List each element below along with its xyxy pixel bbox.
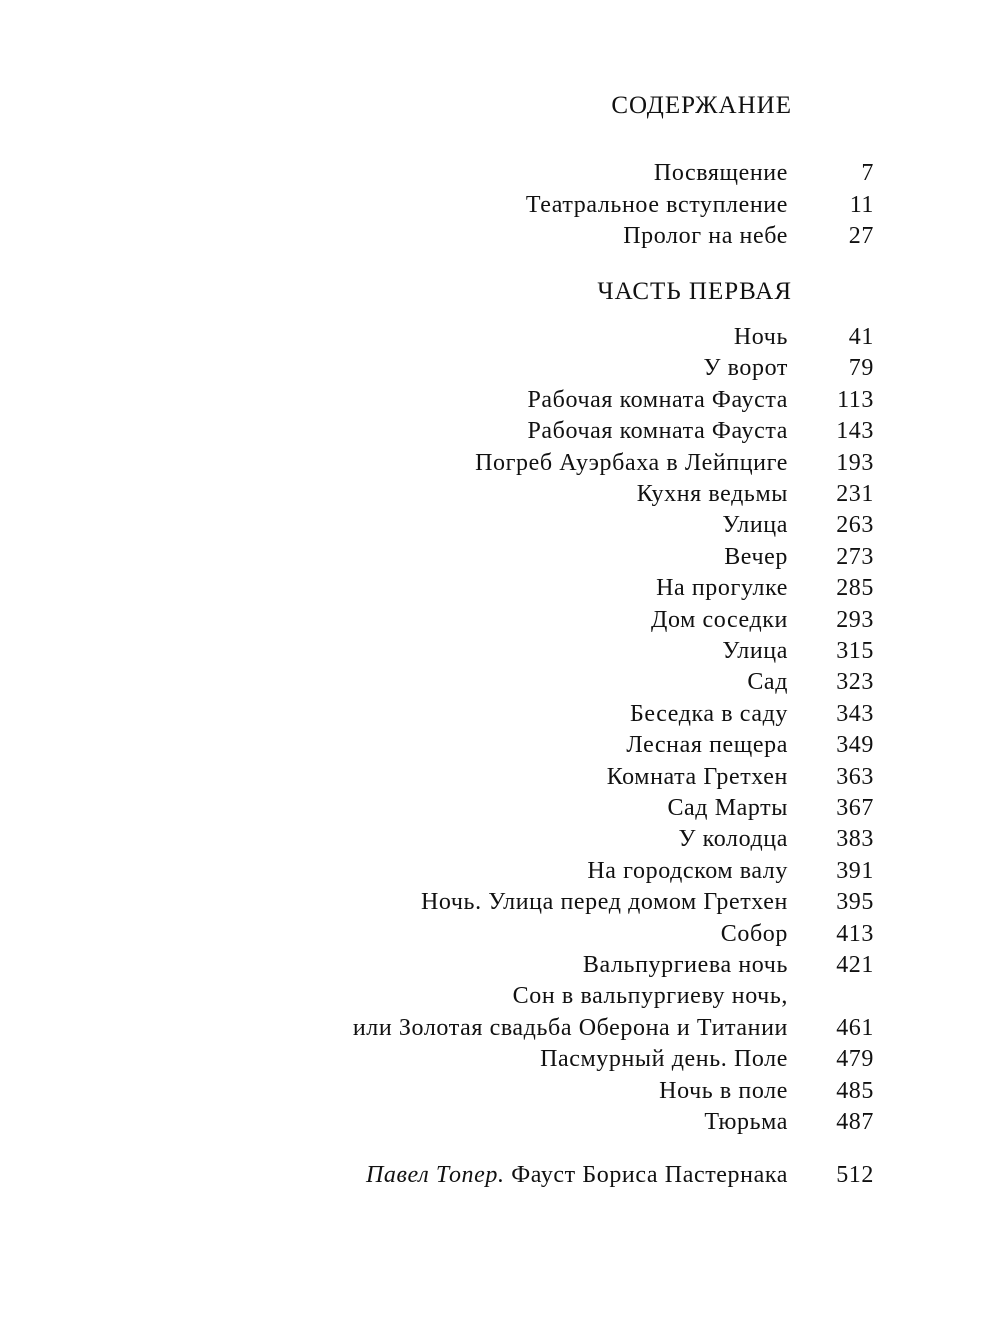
- toc-entry: [0, 353, 1000, 384]
- toc-entry-title: Погреб Ауэрбаха в Лейпциге: [475, 449, 788, 476]
- toc-entry-page-number: 79: [848, 355, 874, 382]
- toc-entry: [0, 667, 1000, 698]
- toc-entry-title: На городском валу: [587, 857, 788, 884]
- toc-entry-title: Рабочая комната Фауста: [527, 418, 788, 445]
- toc-entry-title: На прогулке: [656, 575, 788, 602]
- toc-entry-title: Сад Марты: [667, 795, 788, 821]
- toc-entry-title: Вечер: [724, 543, 788, 570]
- toc-entry-title: Тюрьма: [704, 1109, 788, 1135]
- toc-entry-page-number: 479: [836, 1046, 874, 1073]
- toc-entry: [0, 793, 1000, 824]
- toc-entry-title: Пролог на небе: [623, 223, 788, 249]
- toc-entry-page-number: 395: [836, 889, 874, 916]
- toc-entry-page-number: 285: [836, 575, 874, 602]
- toc-entry-page-number: 363: [836, 763, 874, 790]
- toc-entry: [0, 950, 1000, 981]
- toc-entry: [0, 1044, 1000, 1075]
- toc-entry-page-number: 193: [836, 449, 874, 476]
- toc-entry-title: Пасмурный день. Поле: [540, 1046, 788, 1073]
- toc-entry-page-number: 11: [849, 191, 874, 218]
- afterword-title: [366, 1160, 788, 1191]
- toc-entry-page-number: 143: [836, 418, 874, 445]
- toc-entry-title: Рабочая комната Фауста: [527, 386, 788, 413]
- toc-entry-page-number: 343: [836, 700, 874, 727]
- toc-entry: [0, 636, 1000, 667]
- toc-entry-page-number: 421: [836, 952, 874, 978]
- afterword-entry: [0, 1160, 1000, 1191]
- toc-entry-page-number: 293: [836, 606, 874, 633]
- toc-entry-title: Улица: [722, 638, 788, 664]
- toc-entry-title: Собор: [720, 920, 788, 947]
- toc-entry-page-number: 263: [836, 512, 874, 539]
- toc-entry: [0, 981, 1000, 1012]
- toc-entry-title: Театральное вступление: [525, 191, 788, 218]
- toc-entry-page-number: 7: [861, 160, 874, 186]
- toc-entry-title: Сон в вальпургиеву ночь,: [512, 983, 788, 1010]
- toc-entry: [0, 158, 1000, 189]
- toc-entry-page-number: 367: [836, 795, 874, 821]
- toc-entry-page-number: 231: [836, 481, 874, 507]
- toc-entry: [0, 1076, 1000, 1107]
- toc-entry: [0, 605, 1000, 636]
- toc-entry: [0, 699, 1000, 730]
- toc-entry-page-number: 349: [836, 732, 874, 759]
- toc-entry-title: Ночь: [733, 324, 788, 350]
- toc-entry-title: Дом соседки: [651, 606, 788, 633]
- toc-entry-page-number: 487: [836, 1109, 874, 1135]
- toc-entry-page-number: 323: [836, 669, 874, 696]
- toc-entry-title: Лесная пещера: [626, 732, 788, 759]
- toc-entry-title: Комната Гретхен: [606, 763, 788, 790]
- toc-entry: [0, 730, 1000, 761]
- toc-entry-page-number: 113: [837, 386, 874, 413]
- toc-entry-title: Сад: [747, 669, 788, 696]
- toc-entry-title: Ночь в поле: [659, 1077, 788, 1104]
- toc-entry-page-number: 41: [848, 324, 874, 350]
- toc-entry: [0, 824, 1000, 855]
- toc-entry: [0, 221, 1000, 252]
- toc-entry-page-number: 461: [836, 1014, 874, 1041]
- toc-entry-page-number: 27: [848, 223, 874, 249]
- toc-entry: [0, 856, 1000, 887]
- part-one-heading: ЧАСТЬ ПЕРВАЯ: [597, 278, 792, 305]
- toc-entry: [0, 1107, 1000, 1138]
- toc-entry: [0, 448, 1000, 479]
- toc-entry: [0, 542, 1000, 573]
- toc-entry-page-number: 315: [836, 638, 874, 664]
- toc-entry-title: Ночь. Улица перед домом Гретхен: [420, 889, 788, 916]
- contents-heading: СОДЕРЖАНИЕ: [611, 92, 792, 119]
- toc-entry-title: У ворот: [703, 355, 788, 382]
- toc-entry: [0, 322, 1000, 353]
- toc-entry: [0, 1013, 1000, 1044]
- toc-entry-title: Беседка в саду: [629, 700, 788, 727]
- toc-entry: [0, 573, 1000, 604]
- toc-entry-page-number: 485: [836, 1077, 874, 1104]
- toc-entry-title: У колодца: [678, 826, 788, 853]
- toc-entry-page-number: 391: [836, 857, 874, 884]
- afterword-author: Павел Топер.: [366, 1162, 505, 1188]
- toc-entry-title: Вальпургиева ночь: [582, 952, 788, 978]
- toc-entry: [0, 479, 1000, 510]
- toc-entry-title: Улица: [722, 512, 788, 539]
- toc-entry: [0, 919, 1000, 950]
- toc-entry: [0, 887, 1000, 918]
- afterword-title-text: Фауст Бориса Пастернака: [511, 1162, 788, 1188]
- toc-entry: [0, 762, 1000, 793]
- toc-entry: [0, 416, 1000, 447]
- toc-entry-page-number: 273: [836, 543, 874, 570]
- toc-entry-title: Посвящение: [653, 160, 788, 186]
- toc-entry-title: Кухня ведьмы: [636, 481, 788, 507]
- toc-entry: [0, 385, 1000, 416]
- toc-entry: [0, 510, 1000, 541]
- toc-entry-page-number: 383: [836, 826, 874, 853]
- afterword-page-number: 512: [836, 1162, 874, 1188]
- toc-entry-page-number: 413: [836, 920, 874, 947]
- toc-entry-title: или Золотая свадьба Оберона и Титании: [352, 1014, 788, 1041]
- toc-entry: [0, 190, 1000, 221]
